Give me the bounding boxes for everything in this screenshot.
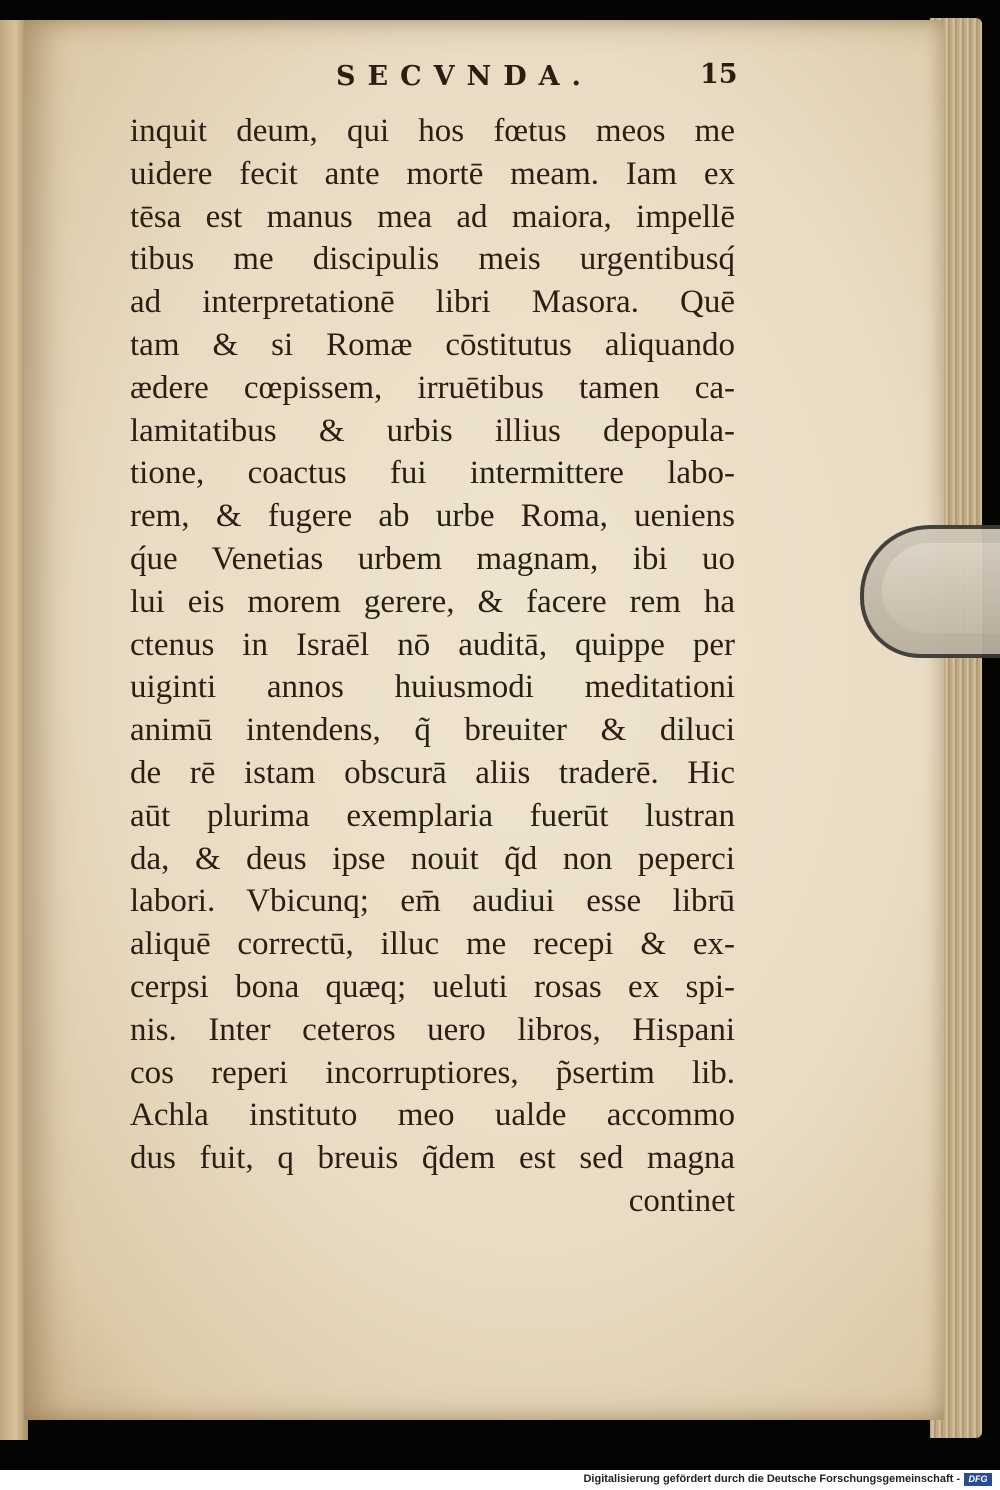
dfg-logo: DFG	[964, 1473, 992, 1486]
running-head: SECVNDA.	[336, 61, 593, 92]
thumbnail-highlight	[882, 543, 1000, 633]
text-line: cerpsi bona quæq; ueluti rosas ex spi-	[130, 968, 735, 1005]
text-line: de rē istam obscurā aliis traderē. Hic	[130, 754, 735, 791]
text-line: lui eis morem gerere, & facere rem ha	[130, 583, 735, 620]
text-line: uiginti annos huiusmodi meditationi	[130, 669, 735, 706]
text-line: tam & si Romæ cōstitutus aliquando	[130, 326, 735, 363]
text-line: animū intendens, q̃ breuiter & diluci	[130, 712, 735, 749]
text-line: tēsa est manus mea ad maiora, impellē	[130, 198, 735, 235]
catchword: continet	[628, 1182, 735, 1219]
text-line: dus fuit, q breuis q̃dem est sed magna	[130, 1140, 735, 1177]
text-line: ad interpretationē libri Masora. Quē	[130, 284, 735, 321]
text-block	[130, 110, 735, 1223]
page-number: 15	[700, 59, 738, 90]
text-line: Achla instituto meo ualde accommo	[130, 1097, 735, 1134]
text-line: aliquē correctū, illuc me recepi & ex-	[130, 926, 735, 963]
footer-bar	[0, 1470, 1000, 1490]
text-line: uidere fecit ante mortē meam. Iam ex	[130, 155, 735, 192]
text-line: aūt plurima exemplaria fuerūt lustran	[130, 797, 735, 834]
footer-credit: Digitalisierung gefördert durch die Deutsche Forschungsgemeinschaft -	[583, 1473, 960, 1485]
text-line: da, & deus ipse nouit q̃d non peperci	[130, 840, 735, 877]
text-line: q́ue Venetias urbem magnam, ibi uo	[130, 540, 735, 577]
text-line: lamitatibus & urbis illius depopula-	[130, 412, 735, 449]
text-line: ctenus in Israēl nō auditā, quippe per	[130, 626, 735, 663]
text-line: labori. Vbicunq; em̄ audiui esse librū	[130, 883, 735, 920]
thumb-holding-page-icon	[860, 525, 1000, 658]
text-line: tibus me discipulis meis urgentibusq́	[130, 241, 735, 278]
text-line: inquit deum, qui hos fœtus meos me	[130, 113, 735, 149]
text-line: ædere cœpissem, irruētibus tamen ca-	[130, 369, 735, 406]
text-line: cos reperi incorruptiores, p̃sertim lib.	[130, 1054, 735, 1091]
text-line: nis. Inter ceteros uero libros, Hispani	[130, 1011, 735, 1048]
page-header	[24, 55, 944, 105]
text-line: rem, & fugere ab urbe Roma, ueniens	[130, 498, 735, 535]
text-line: tione, coactus fui intermittere labo-	[130, 455, 735, 492]
